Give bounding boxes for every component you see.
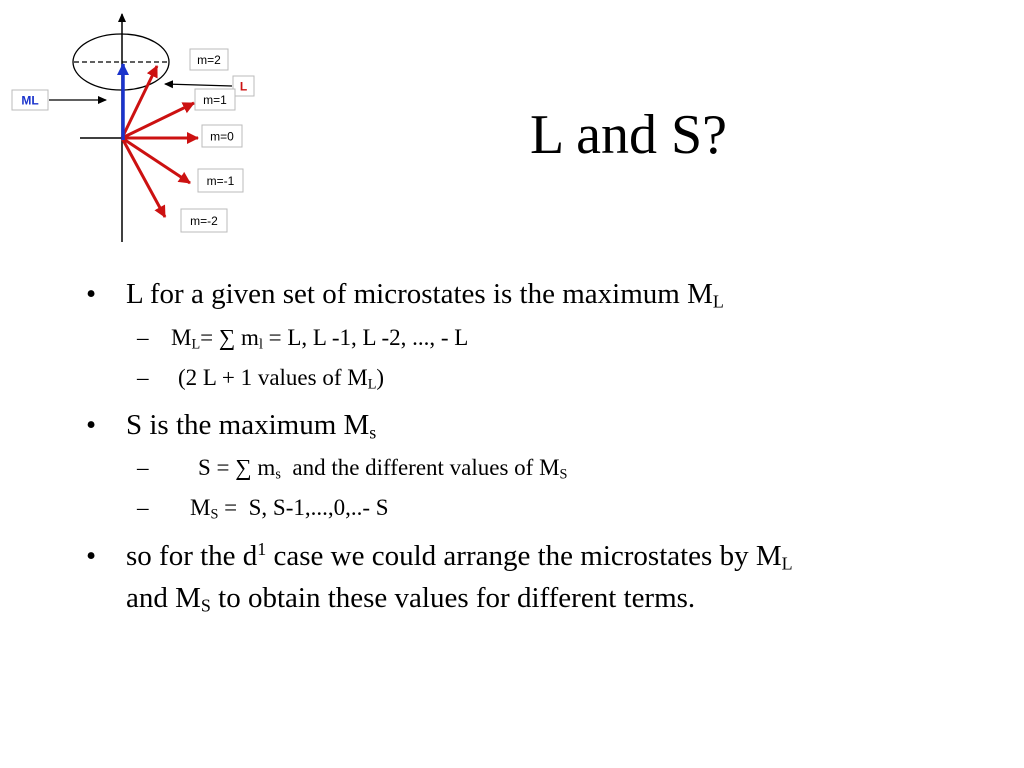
bullet-marker: •	[86, 278, 97, 310]
svg-text:m=0: m=0	[210, 129, 234, 144]
sum-expression: = ∑ m	[200, 325, 259, 350]
subscript: L	[191, 336, 201, 353]
bullet-marker: •	[86, 540, 97, 572]
values-list: = S, S-1,...,0,..- S	[218, 495, 389, 520]
svg-text:m=1: m=1	[203, 93, 227, 107]
subscript: l	[258, 336, 263, 353]
sub-bullet-marker: –	[137, 325, 149, 350]
bullet-marker: •	[86, 409, 97, 441]
sub-bullet-marker: –	[137, 455, 149, 480]
bullet-text-line2-end: to obtain these values for different terms.	[210, 582, 696, 614]
svg-text:ML: ML	[21, 93, 39, 108]
subscript: L	[781, 553, 793, 574]
bullet-text: S is the maximum M	[126, 409, 370, 441]
sub-bullet-text: (2 L + 1 values of M	[178, 365, 368, 390]
subscript: S	[200, 595, 211, 616]
sub-bullet-text: and the different values of M	[280, 455, 560, 480]
svg-text:m=-1: m=-1	[206, 174, 235, 188]
svg-text:m=2: m=2	[197, 53, 221, 67]
sub-bullet-marker: –	[137, 365, 149, 390]
sub-bullet-marker: –	[137, 495, 149, 520]
subscript: s	[369, 422, 377, 443]
svg-text:m=-2: m=-2	[190, 214, 218, 228]
bullet-text: so for the d	[126, 540, 258, 572]
bullet-text-continued: case we could arrange the microstates by M	[266, 540, 782, 572]
sum-expression: S = ∑ m	[198, 455, 276, 480]
subscript: S	[559, 466, 568, 483]
subscript: L	[367, 376, 377, 393]
closing-paren: )	[376, 365, 385, 390]
svg-text:L: L	[239, 79, 248, 94]
superscript: 1	[257, 539, 267, 560]
symbol-m: M	[171, 325, 192, 350]
bullet-text: L for a given set of microstates is the maximum M	[126, 278, 713, 310]
slide-title: L and S?	[530, 104, 727, 166]
symbol-m: M	[190, 495, 211, 520]
values-list: = L, L -1, L -2, ..., - L	[262, 325, 469, 350]
subscript: S	[210, 506, 219, 523]
subscript: L	[712, 291, 724, 312]
subscript: s	[275, 466, 281, 483]
bullet-text-line2: and M	[126, 582, 201, 614]
